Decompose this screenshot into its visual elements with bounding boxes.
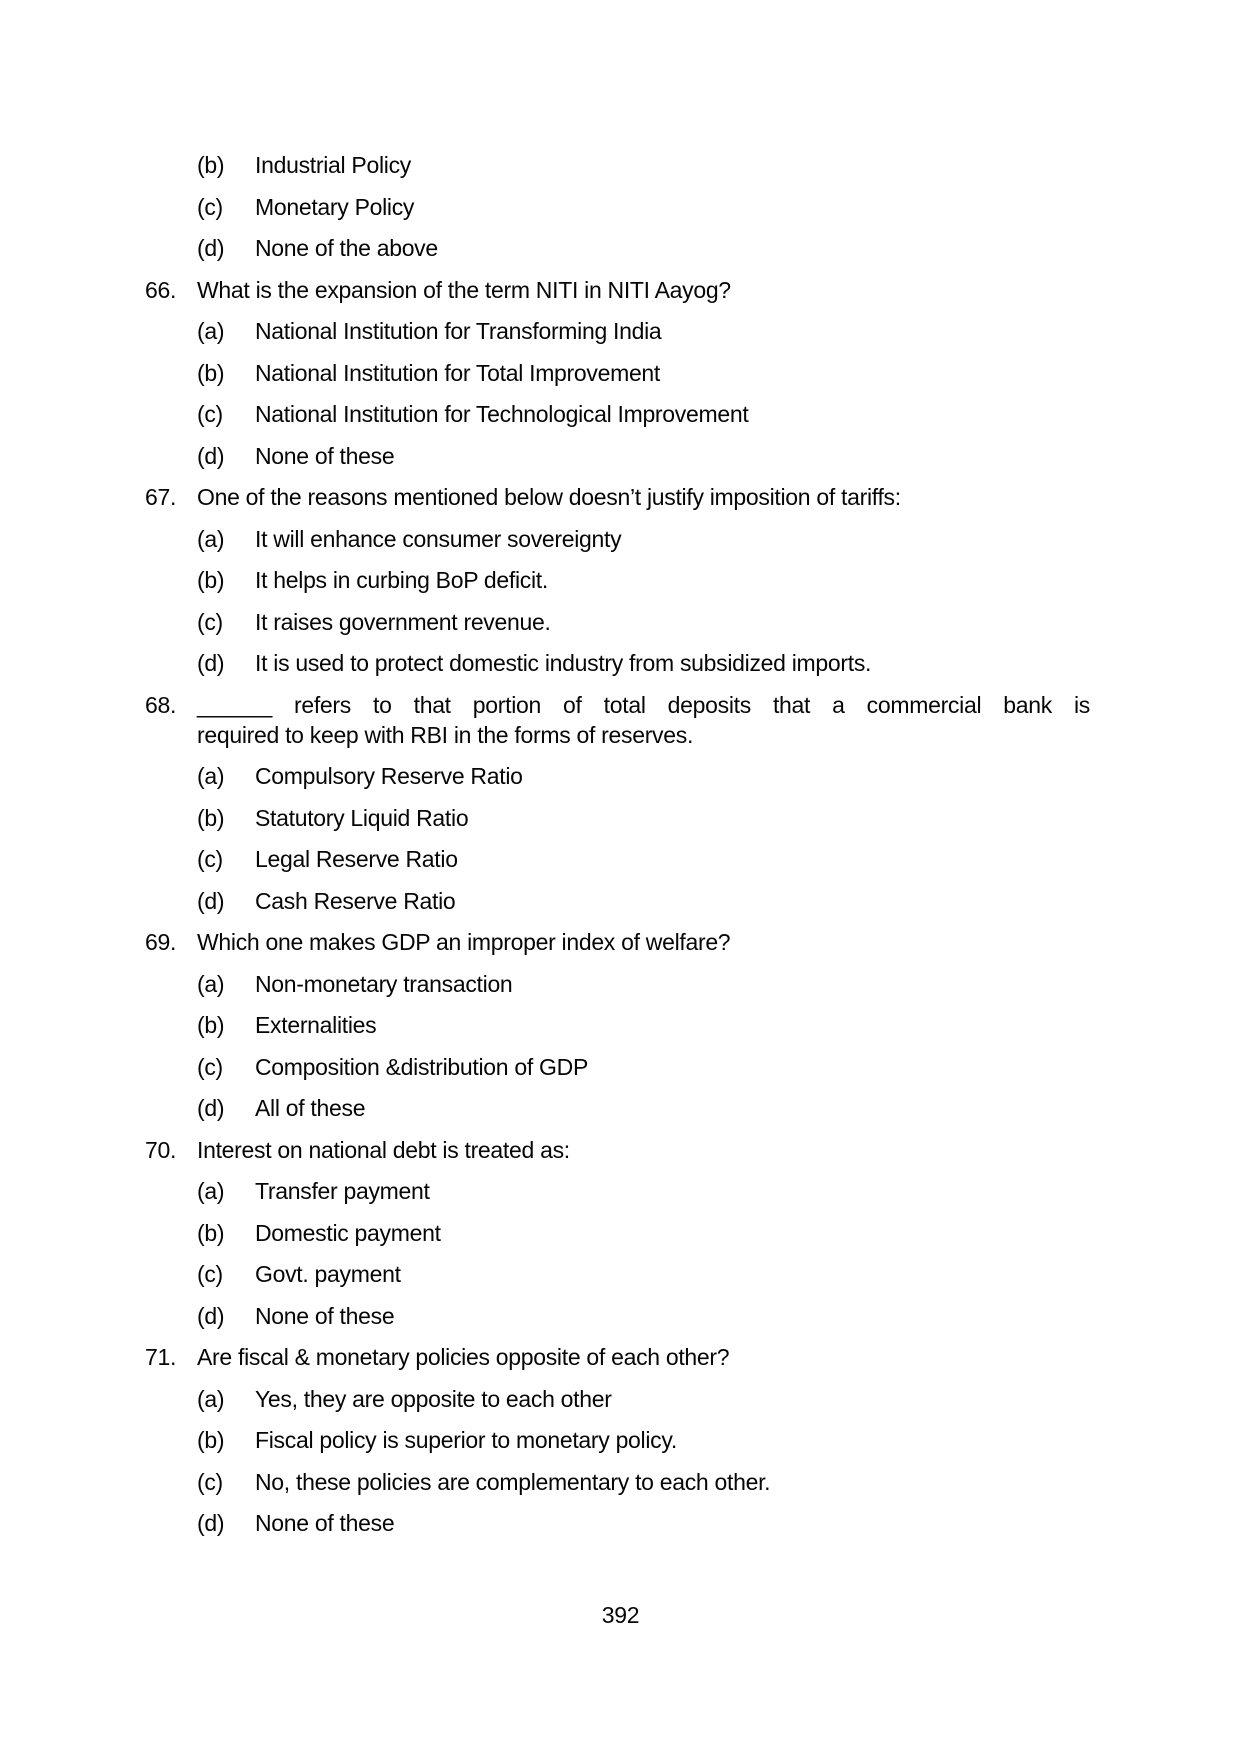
question-text: Interest on national debt is treated as: [197, 1136, 570, 1163]
question-text: Which one makes GDP an improper index of welfare? [197, 929, 731, 955]
option-label: (c) [197, 608, 223, 635]
option-label: (b) [197, 359, 225, 386]
question-text: Are fiscal & monetary policies opposite of each other? [197, 1344, 730, 1370]
option-text: None of the above [255, 235, 438, 261]
question-70 [145, 1135, 1090, 1165]
option-row [197, 1467, 1090, 1497]
option-label: (d) [197, 1302, 225, 1329]
option-row [197, 969, 1090, 999]
option-label: (b) [197, 804, 225, 831]
question-text-line1: ______ refers to that portion of total deposits that a commercial bank is [197, 691, 1090, 718]
option-text: Compulsory Reserve Ratio [255, 763, 523, 789]
option-label: (c) [197, 1468, 223, 1495]
option-label: (a) [197, 970, 225, 997]
option-row [197, 399, 1090, 429]
option-label: (a) [197, 525, 225, 552]
page-number: 392 [601, 1602, 640, 1628]
question-text-line2: required to keep with RBI in the forms of reserves. [197, 721, 694, 748]
option-text: Fiscal policy is superior to monetary policy. [255, 1427, 677, 1453]
option-row [197, 844, 1090, 874]
option-row [197, 150, 1090, 180]
option-row [197, 1093, 1090, 1123]
question-text: What is the expansion of the term NITI in NITI Aayog? [197, 276, 731, 303]
option-text: It raises government revenue. [255, 608, 551, 635]
option-row [197, 441, 1090, 471]
option-label: (b) [197, 1427, 225, 1453]
option-row [197, 358, 1090, 388]
option-text: Cash Reserve Ratio [255, 887, 456, 914]
option-text: Govt. payment [255, 1261, 401, 1287]
option-text: Yes, they are opposite to each other [255, 1385, 612, 1412]
option-row [197, 1384, 1090, 1414]
question-number: 68. [145, 691, 177, 718]
question-66 [145, 275, 1090, 305]
question-number: 67. [145, 484, 177, 510]
option-row [197, 1508, 1090, 1538]
option-row [197, 524, 1090, 554]
question-67 [145, 482, 1090, 512]
option-text: It is used to protect domestic industry from subsidized imports. [255, 650, 872, 676]
option-label: (c) [197, 846, 223, 872]
option-text: Transfer payment [255, 1178, 430, 1204]
option-text: None of these [255, 1302, 395, 1329]
question-69 [145, 927, 1090, 957]
questions-area [0, 150, 1241, 1550]
option-text: Non-monetary transaction [255, 970, 513, 997]
option-text: National Institution for Technological Improvement [255, 401, 749, 427]
option-label: (c) [197, 1053, 223, 1080]
question-text: One of the reasons mentioned below doesn’t justify imposition of tariffs: [197, 484, 901, 510]
option-label: (d) [197, 1510, 225, 1536]
option-label: (c) [197, 401, 223, 427]
option-label: (a) [197, 763, 225, 789]
option-row [197, 1010, 1090, 1040]
page-footer [0, 1600, 1241, 1630]
option-row [197, 1259, 1090, 1289]
option-text: No, these policies are complementary to each other. [255, 1468, 771, 1495]
option-text: National Institution for Transforming India [255, 318, 662, 344]
option-row [197, 886, 1090, 916]
option-row [197, 1218, 1090, 1248]
option-text: Legal Reserve Ratio [255, 846, 458, 872]
option-label: (a) [197, 1178, 225, 1204]
option-label: (b) [197, 152, 225, 178]
option-label: (b) [197, 567, 225, 593]
option-row [197, 1176, 1090, 1206]
question-68 [145, 690, 1090, 750]
option-row [197, 1425, 1090, 1455]
option-text: Externalities [255, 1012, 377, 1038]
option-text: None of these [255, 1510, 395, 1536]
option-label: (c) [197, 1261, 223, 1287]
question-71 [145, 1342, 1090, 1372]
option-text: Statutory Liquid Ratio [255, 804, 469, 831]
option-row [197, 316, 1090, 346]
option-label: (b) [197, 1012, 225, 1038]
option-label: (d) [197, 887, 225, 914]
option-row [197, 1052, 1090, 1082]
option-label: (a) [197, 1385, 225, 1412]
option-label: (d) [197, 235, 225, 261]
question-number: 71. [145, 1344, 177, 1370]
option-label: (d) [197, 1095, 225, 1121]
option-text: None of these [255, 442, 395, 469]
question-text [197, 690, 1090, 750]
option-label: (d) [197, 442, 225, 469]
option-text: It will enhance consumer sovereignty [255, 525, 622, 552]
option-label: (b) [197, 1219, 225, 1246]
question-number: 70. [145, 1136, 177, 1163]
option-row [197, 565, 1090, 595]
option-text: National Institution for Total Improvement [255, 359, 661, 386]
question-number: 69. [145, 929, 177, 955]
option-row [197, 607, 1090, 637]
option-text: Monetary Policy [255, 193, 415, 220]
option-label: (c) [197, 193, 223, 220]
question-number: 66. [145, 276, 177, 303]
option-label: (d) [197, 650, 225, 676]
option-text: Industrial Policy [255, 152, 411, 178]
option-text: Domestic payment [255, 1219, 441, 1246]
option-row [197, 803, 1090, 833]
option-row [197, 1301, 1090, 1331]
option-row [197, 233, 1090, 263]
option-text: Composition &distribution of GDP [255, 1053, 588, 1080]
option-text: It helps in curbing BoP deficit. [255, 567, 548, 593]
option-text: All of these [255, 1095, 366, 1121]
option-row [197, 192, 1090, 222]
option-label: (a) [197, 318, 225, 344]
option-row [197, 761, 1090, 791]
option-row [197, 648, 1090, 678]
